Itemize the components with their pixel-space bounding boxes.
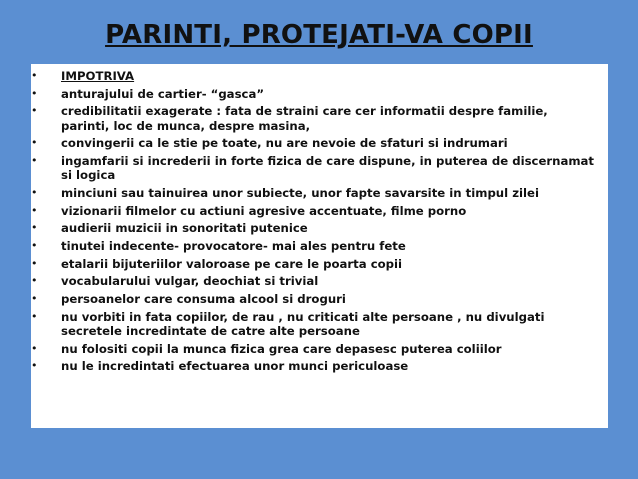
bullet-icon: • <box>31 136 38 150</box>
list-item-text: etalarii bijuteriilor valoroase pe care le poarta copii <box>61 256 403 271</box>
list-item <box>31 136 608 150</box>
list-item-text: vizionarii filmelor cu actiuni agresive accentuate, filme porno <box>61 203 467 218</box>
bullet-icon: • <box>31 274 38 288</box>
content-panel <box>31 64 608 428</box>
list-item <box>31 292 608 306</box>
list-item <box>31 342 608 356</box>
slide-title: PARINTI, PROTEJATI-VA COPII <box>105 20 533 50</box>
list-item <box>31 221 608 235</box>
list-item-text: nu le incredintati efectuarea unor munci periculoase <box>61 359 409 374</box>
bullet-list <box>31 69 608 377</box>
list-item-text: tinutei indecente- provocatore- mai ales pentru fete <box>61 239 406 254</box>
bullet-icon: • <box>31 309 38 323</box>
list-item <box>31 359 608 373</box>
bullet-icon: • <box>31 86 38 100</box>
bullet-icon: • <box>31 221 38 235</box>
list-item-text: minciuni sau tainuirea unor subiecte, unor fapte savarsite in timpul zilei <box>61 185 539 200</box>
bullet-icon: • <box>31 185 38 199</box>
list-item-text: credibilitatii exagerate : fata de straini care cer informatii despre familie, parinti, loc de munca, despre masina, <box>61 104 548 133</box>
list-item-text: convingerii ca le stie pe toate, nu are nevoie de sfaturi si indrumari <box>61 136 508 151</box>
bullet-icon: • <box>31 341 38 355</box>
bullet-icon: • <box>31 292 38 306</box>
list-item <box>31 204 608 218</box>
list-item <box>31 186 608 200</box>
list-item <box>31 154 608 182</box>
list-item <box>31 69 608 83</box>
list-item-text: vocabularului vulgar, deochiat si trivial <box>61 274 319 289</box>
list-item <box>31 104 608 132</box>
list-item <box>31 274 608 288</box>
bullet-icon: • <box>31 203 38 217</box>
list-item-text: audierii muzicii in sonoritati putenice <box>61 221 308 236</box>
bullet-icon: • <box>31 154 38 168</box>
bullet-icon: • <box>31 104 38 118</box>
bullet-icon: • <box>31 256 38 270</box>
list-item-text: IMPOTRIVA <box>61 69 135 83</box>
list-item <box>31 239 608 253</box>
list-item-text: nu folositi copii la munca fizica grea care depasesc puterea coliilor <box>61 341 502 356</box>
list-item <box>31 87 608 101</box>
list-item <box>31 257 608 271</box>
bullet-icon: • <box>31 239 38 253</box>
list-item <box>31 310 608 338</box>
list-item-text: persoanelor care consuma alcool si droguri <box>61 292 346 307</box>
list-item-text: anturajului de cartier- “gasca” <box>61 86 265 101</box>
bullet-icon: • <box>31 69 38 82</box>
bullet-icon: • <box>31 359 38 373</box>
list-item-text: ingamfarii si increderii in forte fizica de care dispune, in puterea de discernamat si logica <box>61 154 595 183</box>
list-item-text: nu vorbiti in fata copiilor, de rau , nu criticati alte persoane , nu divulgati secretele incredintate de catre alte persoane <box>61 309 545 339</box>
